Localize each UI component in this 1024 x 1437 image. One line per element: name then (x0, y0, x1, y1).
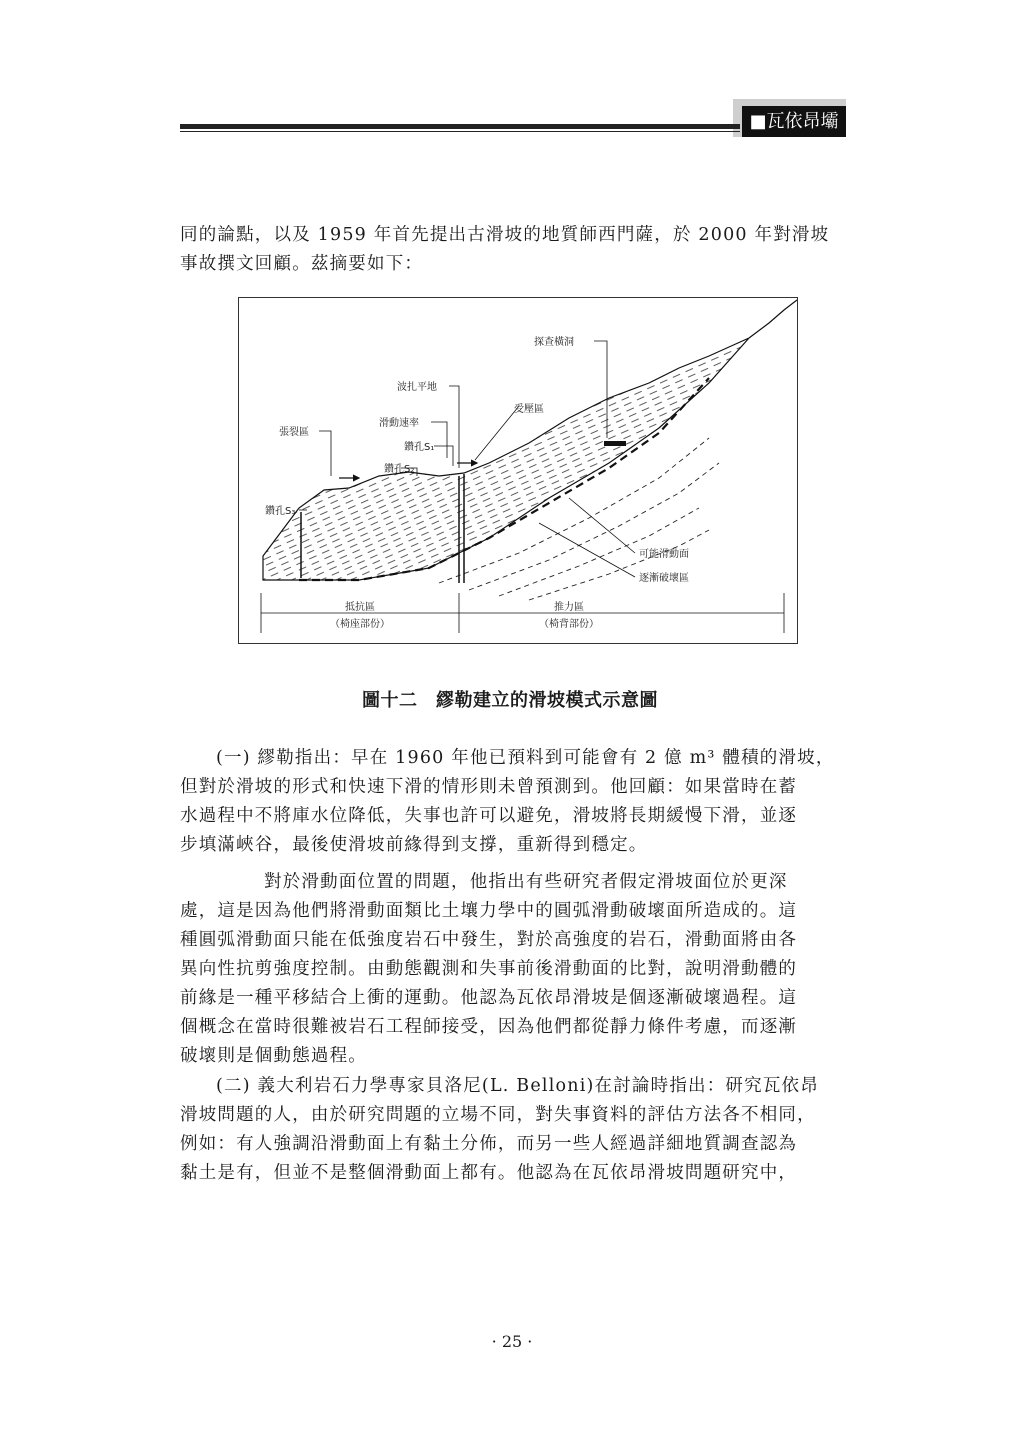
label-resisting-zone-sub: （椅座部份） (330, 619, 390, 630)
label-tension-zone: 張裂區 (279, 427, 309, 438)
label-slide-rate: 滑動速率 (379, 418, 419, 429)
text-line: (一) 繆勒指出：早在 1960 年他已預料到可能會有 2 億 m³ 體積的滑坡， (216, 748, 835, 768)
text-line: 處，這是因為他們將滑動面類比土壤力學中的圓弧滑動破壞面所造成的。這 (180, 901, 798, 921)
text-line: 例如：有人強調沿滑動面上有黏土分佈，而另一些人經過詳細地質調查認為 (180, 1134, 798, 1154)
label-bozhaping: 波扎平地 (397, 382, 437, 393)
header-section-tag: ■瓦依昂壩 (742, 106, 846, 137)
label-driving-zone-sub: （椅背部份） (539, 619, 599, 630)
paragraph-1 (180, 744, 840, 860)
text-line: 但對於滑坡的形式和快速下滑的情形則未曾預測到。他回顧：如果當時在蓄 (180, 777, 798, 797)
text-line: 步填滿峽谷，最後使滑坡前緣得到支撐，重新得到穩定。 (180, 835, 648, 855)
label-possible-slip-surface: 可能滑動面 (639, 549, 689, 560)
label-driving-zone: 推力區 (554, 602, 584, 613)
text-line: 黏土是有，但並不是整個滑動面上都有。他認為在瓦依昂滑坡問題研究中， (180, 1163, 798, 1183)
page-number: · 25 · (491, 1332, 533, 1351)
text-line: 同的論點，以及 1959 年首先提出古滑坡的地質師西門薩，於 2000 年對滑坡 (180, 225, 830, 245)
ground-surface (749, 300, 797, 338)
text-line: 對於滑動面位置的問題，他指出有些研究者假定滑坡面位於更深 (264, 872, 788, 892)
header-rule (180, 124, 740, 129)
text-line: 破壞則是個動態過程。 (180, 1046, 367, 1066)
failure-zone-line (529, 530, 709, 600)
label-resisting-zone: 抵抗區 (345, 602, 375, 613)
text-line: 事故撰文回顧。茲摘要如下： (180, 254, 424, 274)
exploration-adit (604, 441, 626, 446)
intro-paragraph (180, 221, 840, 279)
text-line: 前緣是一種平移結合上衝的運動。他認為瓦依昂滑坡是個逐漸破壞過程。這 (180, 988, 798, 1008)
text-line: (二) 義大利岩石力學專家貝洛尼(L. Belloni)在討論時指出：研究瓦依昂 (216, 1076, 819, 1096)
paragraph-3 (180, 1072, 840, 1188)
label-borehole-s1: 鑽孔S₁ (404, 442, 435, 453)
header-rule-thin (180, 131, 740, 132)
text-line: 異向性抗剪強度控制。由動態觀測和失事前後滑動面的比對，說明滑動體的 (180, 959, 798, 979)
slide-mass (263, 338, 749, 580)
label-borehole-s3: 鑽孔S₃ (265, 506, 296, 517)
text-line: 滑坡問題的人，由於研究問題的立場不同，對失事資料的評估方法各不相同， (180, 1105, 816, 1125)
label-progressive-failure: 逐漸破壞區 (639, 573, 689, 584)
text-line: 水過程中不將庫水位降低，失事也許可以避免，滑坡將長期緩慢下滑，並逐 (180, 806, 798, 826)
figure-landslide-model (238, 297, 798, 644)
figure-caption: 圖十二 繆勒建立的滑坡模式示意圖 (362, 690, 658, 711)
landslide-diagram (239, 298, 797, 643)
label-borehole-s2: 鑽孔S₂ (384, 464, 415, 475)
paragraph-2 (180, 868, 840, 1071)
label-exploration-adit: 探查橫洞 (534, 337, 574, 348)
text-line: 種圓弧滑動面只能在低強度岩石中發生，對於高強度的岩石，滑動面將由各 (180, 930, 798, 950)
label-compression-zone: 受壓區 (514, 404, 544, 415)
text-line: 個概念在當時很難被岩石工程師接受，因為他們都從靜力條件考慮，而逐漸 (180, 1017, 798, 1037)
